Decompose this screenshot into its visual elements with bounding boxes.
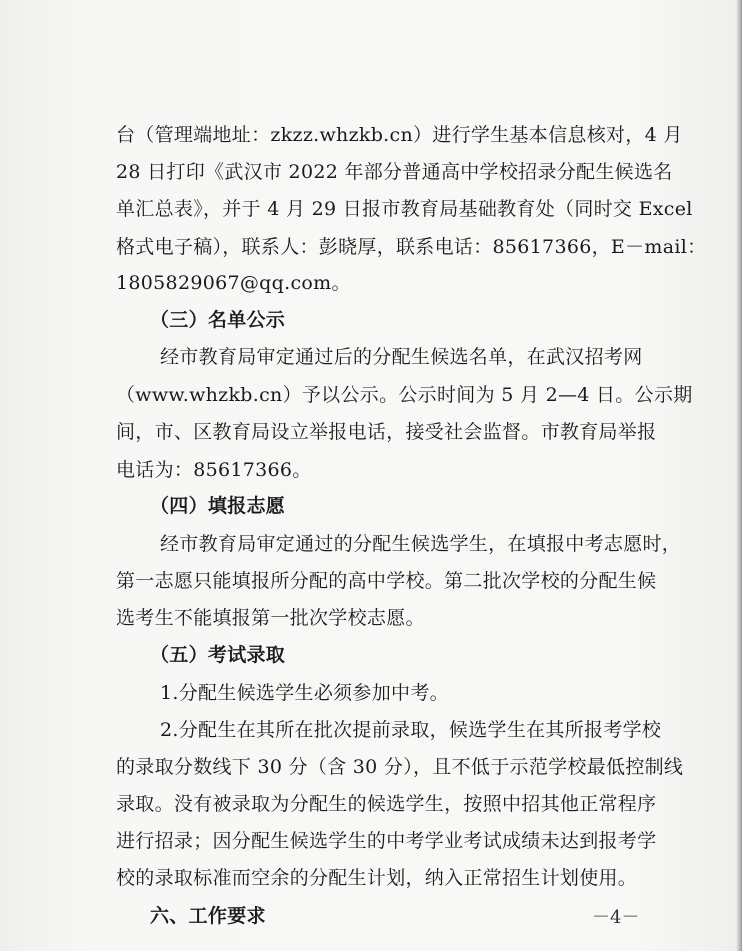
text-line: （www.whzkb.cn）予以公示。公示时间为 5 月 2—4 日。公示期 bbox=[116, 384, 693, 406]
text-line: 进行招录；因分配生候选学生的中考学业考试成绩未达到报考学 bbox=[116, 830, 657, 852]
text-line: 单汇总表》，并于 4 月 29 日报市教育局基础教育处（同时交 Excel bbox=[116, 198, 693, 220]
text-line: 1805829067@qq.com。 bbox=[116, 272, 351, 294]
text-line: 经市教育局审定通过的分配生候选学生，在填报中考志愿时， bbox=[160, 533, 682, 555]
text-line: 经市教育局审定通过后的分配生候选名单，在武汉招考网 bbox=[160, 346, 643, 368]
text-line: 的录取分数线下 30 分（含 30 分），且不低于示范学校最低控制线 bbox=[116, 756, 684, 778]
text-line: 台（管理端地址：zkzz.whzkb.cn）进行学生基本信息核对，4 月 bbox=[116, 124, 683, 146]
page-number: －4－ bbox=[592, 907, 640, 928]
page-edge-shadow bbox=[736, 0, 742, 951]
text-line: 第一志愿只能填报所分配的高中学校。第二批次学校的分配生候 bbox=[116, 570, 657, 592]
text-line: 2.分配生在其所在批次提前录取，候选学生在其所报考学校 bbox=[160, 719, 662, 741]
section-heading: 六、工作要求 bbox=[150, 905, 266, 927]
text-line: 1.分配生候选学生必须参加中考。 bbox=[160, 682, 449, 704]
section-heading: （三）名单公示 bbox=[150, 309, 286, 331]
text-line: 校的录取标准而空余的分配生计划，纳入正常招生计划使用。 bbox=[116, 867, 638, 889]
text-line: 格式电子稿），联系人：彭晓厚，联系电话：85617366，E－mail： bbox=[116, 236, 707, 258]
text-line: 间，市、区教育局设立举报电话，接受社会监督。市教育局举报 bbox=[116, 421, 657, 443]
text-line: 28 日打印《武汉市 2022 年部分普通高中学校招录分配生候选名 bbox=[116, 161, 673, 183]
text-line: 录取。没有被录取为分配生的候选学生，按照中招其他正常程序 bbox=[116, 793, 657, 815]
section-heading: （四）填报志愿 bbox=[150, 495, 286, 517]
text-line: 选考生不能填报第一批次学校志愿。 bbox=[116, 607, 425, 629]
text-line: 电话为：85617366。 bbox=[116, 459, 312, 481]
section-heading: （五）考试录取 bbox=[150, 644, 286, 666]
